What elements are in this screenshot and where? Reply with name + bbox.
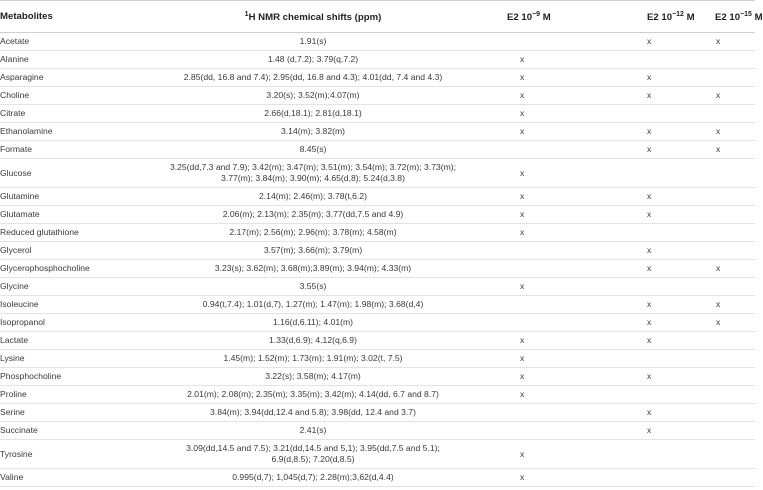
table-row <box>0 51 755 69</box>
nmr-shifts-cell <box>143 386 483 404</box>
table-row <box>0 350 755 368</box>
nmr-shifts-cell <box>143 278 483 296</box>
nmr-shifts-cell <box>143 188 483 206</box>
metabolite-name: Acetate <box>0 33 143 51</box>
e2-1e-15-mark <box>693 105 755 123</box>
metabolite-name: Glycerophosphocholine <box>0 260 143 278</box>
nmr-shifts-cell <box>143 105 483 123</box>
metabolite-name: Formate <box>0 141 143 159</box>
e2-1e-15-mark <box>693 422 755 440</box>
table-row <box>0 188 755 206</box>
e2-1e-12-mark <box>607 278 693 296</box>
table-row <box>0 206 755 224</box>
e2-1e-9-mark <box>483 314 607 332</box>
e2-1e-15-mark <box>693 332 755 350</box>
header-e2-prefix: E2 10 <box>647 11 673 23</box>
header-metabolites: Metabolites <box>0 1 143 33</box>
e2-1e-12-mark: x <box>607 87 693 105</box>
e2-1e-9-mark: x <box>483 69 607 87</box>
nmr-shifts-line: 0.995(d,7); 1,045(d,7); 2.28(m);3,62(d,4.4) <box>232 472 394 482</box>
nmr-shifts-cell <box>143 332 483 350</box>
e2-1e-12-mark <box>607 469 693 487</box>
nmr-shifts-line: 3.25(dd,7.3 and 7.9); 3.42(m); 3.47(m); 3.51(m); 3.54(m); 3.72(m); 3.73(m); <box>169 162 457 172</box>
nmr-shifts-cell <box>143 123 483 141</box>
header-unit: M <box>751 11 763 23</box>
metabolite-name: Tyrosine <box>0 440 143 469</box>
e2-1e-15-mark <box>693 206 755 224</box>
e2-1e-9-mark <box>483 422 607 440</box>
e2-1e-9-mark <box>483 260 607 278</box>
nmr-shifts-line: 1.45(m); 1.52(m); 1.73(m); 1.91(m); 3.02(t, 7.5) <box>223 353 403 363</box>
metabolite-name: Glutamate <box>0 206 143 224</box>
e2-1e-15-mark <box>693 159 755 188</box>
metabolite-name: Lactate <box>0 332 143 350</box>
header-row <box>0 1 755 33</box>
e2-1e-12-mark: x <box>607 422 693 440</box>
e2-1e-9-mark: x <box>483 159 607 188</box>
table-row <box>0 87 755 105</box>
header-e2-1e-15 <box>693 1 763 33</box>
e2-1e-15-mark: x <box>693 33 755 51</box>
e2-1e-9-mark: x <box>483 188 607 206</box>
nmr-shifts-cell <box>143 469 483 487</box>
e2-1e-15-mark: x <box>693 141 755 159</box>
header-exponent: −12 <box>672 10 684 18</box>
metabolite-name: Glycerol <box>0 242 143 260</box>
e2-1e-15-mark <box>693 242 755 260</box>
metabolite-name: Ethanolamine <box>0 123 143 141</box>
table-row <box>0 386 755 404</box>
nmr-shifts-cell <box>143 33 483 51</box>
e2-1e-15-mark <box>693 368 755 386</box>
table-row <box>0 224 755 242</box>
metabolite-name: Serine <box>0 404 143 422</box>
table-row <box>0 278 755 296</box>
e2-1e-15-mark: x <box>693 260 755 278</box>
e2-1e-9-mark: x <box>483 206 607 224</box>
table-row <box>0 242 755 260</box>
table-row <box>0 69 755 87</box>
nmr-shifts-line: 3.22(s); 3.58(m); 4.17(m) <box>265 371 361 381</box>
e2-1e-9-mark: x <box>483 386 607 404</box>
e2-1e-9-mark: x <box>483 278 607 296</box>
nmr-shifts-line: 6.9(d,8.5); 7.20(d,8.5) <box>271 454 355 464</box>
table-row <box>0 123 755 141</box>
e2-1e-12-mark: x <box>607 404 693 422</box>
e2-1e-12-mark: x <box>607 69 693 87</box>
metabolite-name: Reduced glutathione <box>0 224 143 242</box>
e2-1e-9-mark: x <box>483 332 607 350</box>
e2-1e-15-mark <box>693 386 755 404</box>
nmr-shifts-cell <box>143 69 483 87</box>
metabolite-name: Citrate <box>0 105 143 123</box>
table-row <box>0 33 755 51</box>
metabolite-name: Succinate <box>0 422 143 440</box>
e2-1e-12-mark: x <box>607 242 693 260</box>
e2-1e-15-mark <box>693 51 755 69</box>
nmr-shifts-cell <box>143 368 483 386</box>
e2-1e-12-mark <box>607 51 693 69</box>
e2-1e-9-mark <box>483 33 607 51</box>
nmr-shifts-line: 2.85(dd, 16.8 and 7.4); 2.95(dd, 16.8 and 4.3); 4.01(dd, 7.4 and 4.3) <box>183 72 443 82</box>
e2-1e-12-mark <box>607 386 693 404</box>
nmr-shifts-line: 3.57(m); 3.66(m); 3.79(m) <box>263 245 363 255</box>
table-row <box>0 404 755 422</box>
nmr-shifts-cell <box>143 242 483 260</box>
e2-1e-9-mark <box>483 404 607 422</box>
metabolite-name: Asparagine <box>0 69 143 87</box>
table-row <box>0 296 755 314</box>
e2-1e-12-mark <box>607 105 693 123</box>
e2-1e-9-mark: x <box>483 224 607 242</box>
e2-1e-15-mark: x <box>693 296 755 314</box>
nmr-shifts-cell <box>143 51 483 69</box>
metabolite-name: Lysine <box>0 350 143 368</box>
nmr-shifts-line: 1.91(s) <box>299 36 327 46</box>
table-row <box>0 422 755 440</box>
nmr-shifts-line: 3.23(s); 3.62(m); 3.68(m);3.89(m); 3.94(m); 4.33(m) <box>214 263 412 273</box>
e2-1e-12-mark: x <box>607 141 693 159</box>
e2-1e-12-mark <box>607 350 693 368</box>
e2-1e-15-mark <box>693 469 755 487</box>
e2-1e-9-mark <box>483 141 607 159</box>
nmr-shifts-cell <box>143 440 483 469</box>
e2-1e-15-mark <box>693 350 755 368</box>
e2-1e-9-mark <box>483 296 607 314</box>
table-row <box>0 105 755 123</box>
e2-1e-15-mark <box>693 404 755 422</box>
metabolite-name: Glycine <box>0 278 143 296</box>
e2-1e-15-mark <box>693 69 755 87</box>
header-e2-prefix: E2 10 <box>507 11 533 23</box>
table-row <box>0 314 755 332</box>
nmr-shifts-cell <box>143 159 483 188</box>
e2-1e-12-mark <box>607 224 693 242</box>
e2-1e-12-mark: x <box>607 206 693 224</box>
header-nmr-shifts <box>143 1 483 33</box>
metabolite-name: Glutamine <box>0 188 143 206</box>
e2-1e-15-mark <box>693 188 755 206</box>
e2-1e-15-mark: x <box>693 87 755 105</box>
nmr-shifts-cell <box>143 206 483 224</box>
e2-1e-9-mark: x <box>483 368 607 386</box>
nmr-shifts-line: 3.77(m); 3.84(m); 3.90(m); 4.65(d,8); 5.24(d,3.8) <box>221 173 405 183</box>
e2-1e-9-mark: x <box>483 51 607 69</box>
nmr-shifts-line: 2.14(m); 2.46(m); 3.78(t,6.2) <box>259 191 367 201</box>
nmr-shifts-cell <box>143 404 483 422</box>
nmr-shifts-cell <box>143 314 483 332</box>
e2-1e-12-mark: x <box>607 314 693 332</box>
e2-1e-15-mark <box>693 278 755 296</box>
e2-1e-12-mark: x <box>607 123 693 141</box>
e2-1e-9-mark <box>483 242 607 260</box>
e2-1e-9-mark: x <box>483 440 607 469</box>
table-row <box>0 159 755 188</box>
metabolite-name: Isopropanol <box>0 314 143 332</box>
nmr-shifts-line: 0.94(t,7.4); 1.01(d,7), 1.27(m); 1.47(m); 1.98(m); 3.68(d,4) <box>202 299 424 309</box>
e2-1e-9-mark: x <box>483 469 607 487</box>
nmr-shifts-line: 2.17(m); 2.56(m); 2.96(m); 3.78(m); 4.58(m) <box>229 227 397 237</box>
table-row <box>0 440 755 469</box>
nmr-shifts-line: 1.16(d,6.11); 4.01(m) <box>272 317 354 327</box>
e2-1e-9-mark: x <box>483 123 607 141</box>
nmr-shifts-line: 1.48 (d,7.2); 3.79(q,7.2) <box>267 54 359 64</box>
nmr-shifts-line: 2.41(s) <box>299 425 327 435</box>
e2-1e-15-mark <box>693 440 755 469</box>
nmr-shifts-cell <box>143 422 483 440</box>
nmr-shifts-line: 8.45(s) <box>299 144 327 154</box>
nmr-shifts-cell <box>143 350 483 368</box>
nmr-shifts-line: 2.01(m); 2.08(m); 2.35(m); 3.35(m); 3.42(m); 4.14(dd, 6.7 and 8.7) <box>187 389 439 399</box>
nmr-shifts-line: 3.84(m); 3.94(dd,12.4 and 5.8); 3.98(dd, 12.4 and 3.7) <box>210 407 416 417</box>
header-unit: M <box>540 11 551 23</box>
header-e2-1e-9 <box>483 1 607 33</box>
nmr-shifts-line: 1.33(d,6.9); 4.12(q,6.9) <box>269 335 357 345</box>
table-row <box>0 332 755 350</box>
header-e2-prefix: E2 10 <box>715 11 741 23</box>
metabolite-name: Isoleucine <box>0 296 143 314</box>
nmr-shifts-line: 2.66(d,18.1); 2.81(d,18.1) <box>264 108 362 118</box>
e2-1e-12-mark: x <box>607 33 693 51</box>
nmr-shifts-cell <box>143 87 483 105</box>
nmr-shifts-cell <box>143 296 483 314</box>
nmr-shifts-line: 3.14(m); 3.82(m) <box>281 126 345 136</box>
header-e2-1e-12 <box>607 1 693 33</box>
header-exponent: −15 <box>740 10 752 18</box>
nmr-shifts-cell <box>143 141 483 159</box>
metabolite-name: Proline <box>0 386 143 404</box>
e2-1e-12-mark <box>607 440 693 469</box>
nmr-shifts-line: 2.06(m); 2.13(m); 2.35(m); 3.77(dd,7.5 and 4.9) <box>222 209 404 219</box>
nmr-shifts-line: 3.20(s); 3.52(m);4.07(m) <box>266 90 360 100</box>
table-row <box>0 368 755 386</box>
e2-1e-15-mark: x <box>693 123 755 141</box>
e2-1e-12-mark: x <box>607 188 693 206</box>
header-nmr-superscript: 1 <box>244 10 249 18</box>
header-exponent: −9 <box>532 10 541 18</box>
metabolite-name: Alanine <box>0 51 143 69</box>
metabolite-name: Phosphocholine <box>0 368 143 386</box>
e2-1e-15-mark: x <box>693 314 755 332</box>
e2-1e-15-mark <box>693 224 755 242</box>
nmr-shifts-cell <box>143 260 483 278</box>
metabolite-name: Glucose <box>0 159 143 188</box>
e2-1e-12-mark: x <box>607 296 693 314</box>
e2-1e-12-mark: x <box>607 332 693 350</box>
metabolite-name: Valine <box>0 469 143 487</box>
table-row <box>0 260 755 278</box>
table-row <box>0 469 755 487</box>
nmr-shifts-line: 3.09(dd,14.5 and 7.5); 3.21(dd,14.5 and 5,1); 3.95(dd,7.5 and 5.1); <box>186 443 440 453</box>
e2-1e-9-mark: x <box>483 105 607 123</box>
nmr-shifts-line: 3.55(s) <box>299 281 327 291</box>
e2-1e-9-mark: x <box>483 87 607 105</box>
e2-1e-12-mark <box>607 159 693 188</box>
table-row <box>0 141 755 159</box>
e2-1e-12-mark: x <box>607 260 693 278</box>
metabolite-name: Choline <box>0 87 143 105</box>
nmr-shifts-cell <box>143 224 483 242</box>
table-body <box>0 33 755 487</box>
header-nmr-label: H NMR chemical shifts (ppm) <box>248 11 382 23</box>
header-unit: M <box>683 11 695 23</box>
e2-1e-9-mark: x <box>483 350 607 368</box>
e2-1e-12-mark: x <box>607 368 693 386</box>
